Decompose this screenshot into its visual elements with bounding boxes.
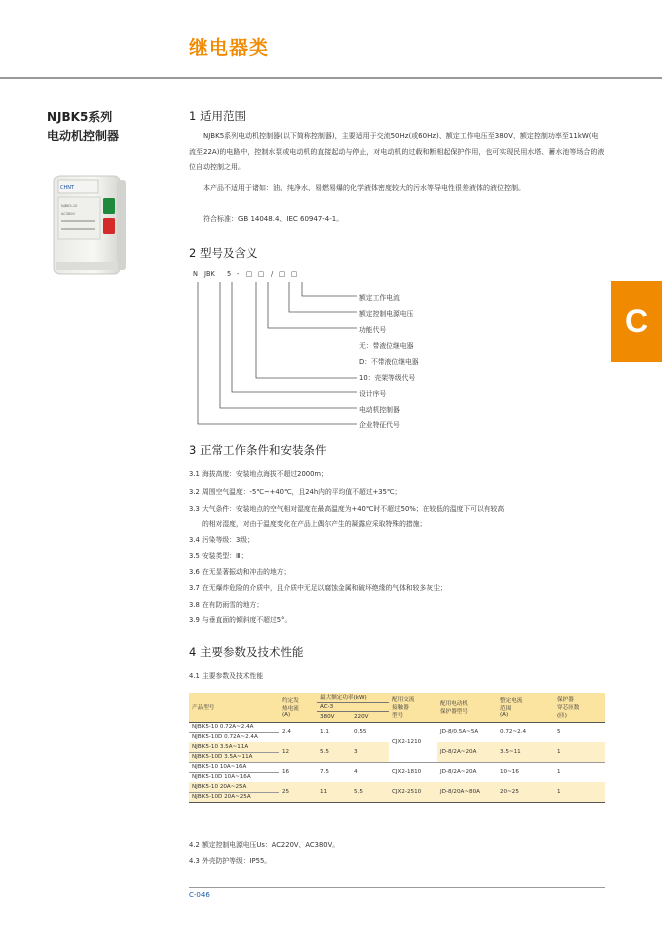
code-box-1: □ bbox=[246, 270, 253, 278]
code-box-2: □ bbox=[258, 270, 265, 278]
th-model: 产品型号 bbox=[192, 705, 215, 712]
label-rated-current: 额定工作电流 bbox=[359, 294, 400, 302]
spec-table bbox=[189, 693, 605, 803]
series-name: NJBK5系列 bbox=[47, 110, 113, 124]
th-turns: 保护器 穿芯匝数 (匝) bbox=[557, 697, 580, 720]
cell-range: 3.5~11 bbox=[500, 748, 521, 755]
cell-model: NJBK5-10 3.5A~11A bbox=[189, 742, 279, 752]
section-1-title: 1 适用范围 bbox=[189, 109, 246, 123]
label-control-voltage: 额定控制电源电压 bbox=[359, 310, 414, 318]
label-without-level-relay: D：不带液位继电器 bbox=[359, 358, 419, 366]
section-2-title: 2 型号及含义 bbox=[189, 246, 258, 260]
product-photo bbox=[46, 170, 130, 280]
cell-contactor: CJX2-2510 bbox=[392, 788, 422, 795]
note-ip-rating: 4.3 外壳防护等级：IP55。 bbox=[189, 857, 272, 865]
cell-p220: 5.5 bbox=[354, 788, 363, 795]
cell-turns: 1 bbox=[557, 788, 561, 795]
header-divider bbox=[0, 77, 662, 79]
cell-p220: 0.55 bbox=[354, 729, 367, 736]
label-design-number: 设计序号 bbox=[359, 390, 387, 398]
cell-range: 20~25 bbox=[500, 788, 519, 795]
section-4-title: 4 主要参数及技术性能 bbox=[189, 645, 304, 659]
th-max-power: 最大额定功率(kW) bbox=[317, 693, 389, 702]
section-4-subtitle: 4.1 主要参数及技术性能 bbox=[189, 672, 264, 680]
th-thermal-current: 约定发 热电流 (A) bbox=[282, 698, 299, 719]
footer-divider bbox=[189, 887, 605, 888]
section-1-standards: 符合标准：GB 14048.4、IEC 60947-4-1。 bbox=[203, 215, 344, 223]
cell-model: NJBK5-10 0.72A~2.4A bbox=[189, 722, 279, 732]
page-number: C-046 bbox=[189, 891, 210, 899]
device-label-2: AC380V bbox=[61, 212, 75, 216]
th-220v: 220V bbox=[354, 713, 369, 720]
condition-temperature: 3.2 周围空气温度：-5℃~+40℃，且24h内的平均值不超过+35℃； bbox=[189, 488, 402, 496]
cell-model: NJBK5-10D 20A~25A bbox=[192, 794, 251, 800]
cell-contactor: CJX2-1810 bbox=[392, 769, 422, 776]
label-company-code: 企业特征代号 bbox=[359, 421, 400, 429]
table-row bbox=[189, 782, 605, 792]
stop-button-icon bbox=[103, 218, 115, 234]
condition-atmosphere-cont: 的相对湿度，对由于温度变化在产品上偶尔产生的凝露应采取特殊的措施； bbox=[202, 520, 427, 528]
code-slash: / bbox=[271, 270, 274, 278]
cell-relay: JD-8/2A~20A bbox=[440, 748, 477, 755]
th-ac3: AC-3 bbox=[317, 702, 389, 711]
cell-relay: JD-8/2A~20A bbox=[440, 769, 477, 776]
table-row bbox=[189, 762, 605, 772]
label-function-code: 功能代号 bbox=[359, 326, 387, 334]
table-header-row bbox=[189, 693, 605, 702]
cell-turns: 1 bbox=[557, 769, 561, 776]
section-1-paragraph-2: 本产品不适用于诸如：油、纯净水、易燃易爆的化学液体密度较大的污水等导电性很差液体的液位控制。 bbox=[203, 184, 525, 192]
device-brand-text: CHNT bbox=[60, 185, 75, 191]
cell-ith: 2.4 bbox=[282, 729, 291, 736]
code-box-3: □ bbox=[279, 270, 286, 278]
condition-altitude: 3.1 海拔高度：安装地点海拔不超过2000m； bbox=[189, 470, 328, 478]
cell-p380: 11 bbox=[320, 788, 328, 795]
cell-relay: JD-8/20A~80A bbox=[440, 788, 480, 795]
cell-model: NJBK5-10 10A~16A bbox=[189, 762, 279, 772]
cell-ith: 16 bbox=[282, 769, 290, 776]
cell-ith: 25 bbox=[282, 788, 290, 795]
cell-turns: 1 bbox=[557, 748, 561, 755]
th-relay: 配用电动机 保护器型号 bbox=[440, 701, 468, 716]
cell-relay: JD-8/0.5A~5A bbox=[440, 729, 479, 736]
condition-explosion: 3.7 在无爆炸危险的介质中，且介质中无足以腐蚀金属和破坏绝缘的气体和较多灰尘； bbox=[189, 584, 447, 592]
cell-model: NJBK5-10 20A~25A bbox=[189, 782, 279, 792]
cell-range: 0.72~2.4 bbox=[500, 729, 527, 736]
code-jbk: JBK bbox=[204, 270, 215, 278]
condition-pollution: 3.4 污染等级：3级； bbox=[189, 536, 254, 544]
device-label-1: NJBK5-10 bbox=[61, 204, 78, 208]
cell-range: 10~16 bbox=[500, 769, 519, 776]
cell-model: NJBK5-10D 10A~16A bbox=[192, 774, 251, 781]
condition-atmosphere: 3.3 大气条件：安装地点的空气相对湿度在最高温度为+40℃时不超过50%；在较低的温度下可以有较高 bbox=[189, 505, 505, 513]
th-380v: 380V bbox=[320, 713, 335, 720]
note-control-voltage: 4.2 额定控制电源电压Us：AC220V、AC380V。 bbox=[189, 841, 340, 849]
cell-ith: 12 bbox=[282, 748, 290, 755]
cell-p220: 3 bbox=[354, 748, 358, 755]
th-contactor: 配用交流 接触器 型号 bbox=[392, 697, 415, 720]
condition-rain: 3.8 在有防雨雪的地方； bbox=[189, 601, 264, 609]
code-letter-n: N bbox=[193, 270, 198, 278]
cell-turns: 5 bbox=[557, 729, 561, 736]
section-1-paragraph-1: NJBK5系列电动机控制器(以下简称控制器)，主要适用于交流50Hz(或60Hz)、额定工作电压至380V、额定控制功率至11kW(电流至22A)的电路中，控制水泵或电动机的直接起动与停止，对电动机的过载和断相起保护作用，也可实现民用水塔、蓄水池等场合的液位自动控制之用。 bbox=[189, 132, 605, 171]
product-series-title bbox=[47, 108, 119, 146]
th-setting-range: 整定电流 范围 (A) bbox=[500, 698, 523, 719]
condition-install-type: 3.5 安装类型：Ⅲ； bbox=[189, 552, 248, 560]
cell-model: NJBK5-10D 0.72A~2.4A bbox=[192, 734, 258, 741]
label-with-level-relay: 无：带液位继电器 bbox=[359, 342, 414, 350]
code-series-num: 5 bbox=[227, 270, 232, 278]
code-box-4: □ bbox=[291, 270, 298, 278]
model-code-leader-lines bbox=[185, 280, 360, 430]
table-row bbox=[189, 722, 605, 732]
code-dash: - bbox=[237, 270, 240, 278]
cell-p380: 7.5 bbox=[320, 769, 329, 776]
cell-model: NJBK5-10D 3.5A~11A bbox=[192, 754, 253, 760]
start-button-icon bbox=[103, 198, 115, 214]
cell-p220: 4 bbox=[354, 769, 358, 776]
condition-inclination: 3.9 与垂直面的倾斜度不超过5°。 bbox=[189, 616, 292, 624]
cell-p380: 1.1 bbox=[320, 729, 329, 736]
condition-vibration: 3.6 在无显著振动和冲击的地方； bbox=[189, 568, 291, 576]
section-tab-c: C bbox=[611, 281, 662, 362]
label-frame-code: 10：壳架等级代号 bbox=[359, 374, 416, 382]
series-description: 电动机控制器 bbox=[47, 129, 120, 143]
cell-contactor: CJX2-1210 bbox=[392, 739, 422, 745]
section-3-title: 3 正常工作条件和安装条件 bbox=[189, 443, 327, 457]
page-header-title: 继电器类 bbox=[189, 37, 270, 59]
cell-p380: 5.5 bbox=[320, 748, 329, 755]
label-motor-controller: 电动机控制器 bbox=[359, 406, 400, 414]
